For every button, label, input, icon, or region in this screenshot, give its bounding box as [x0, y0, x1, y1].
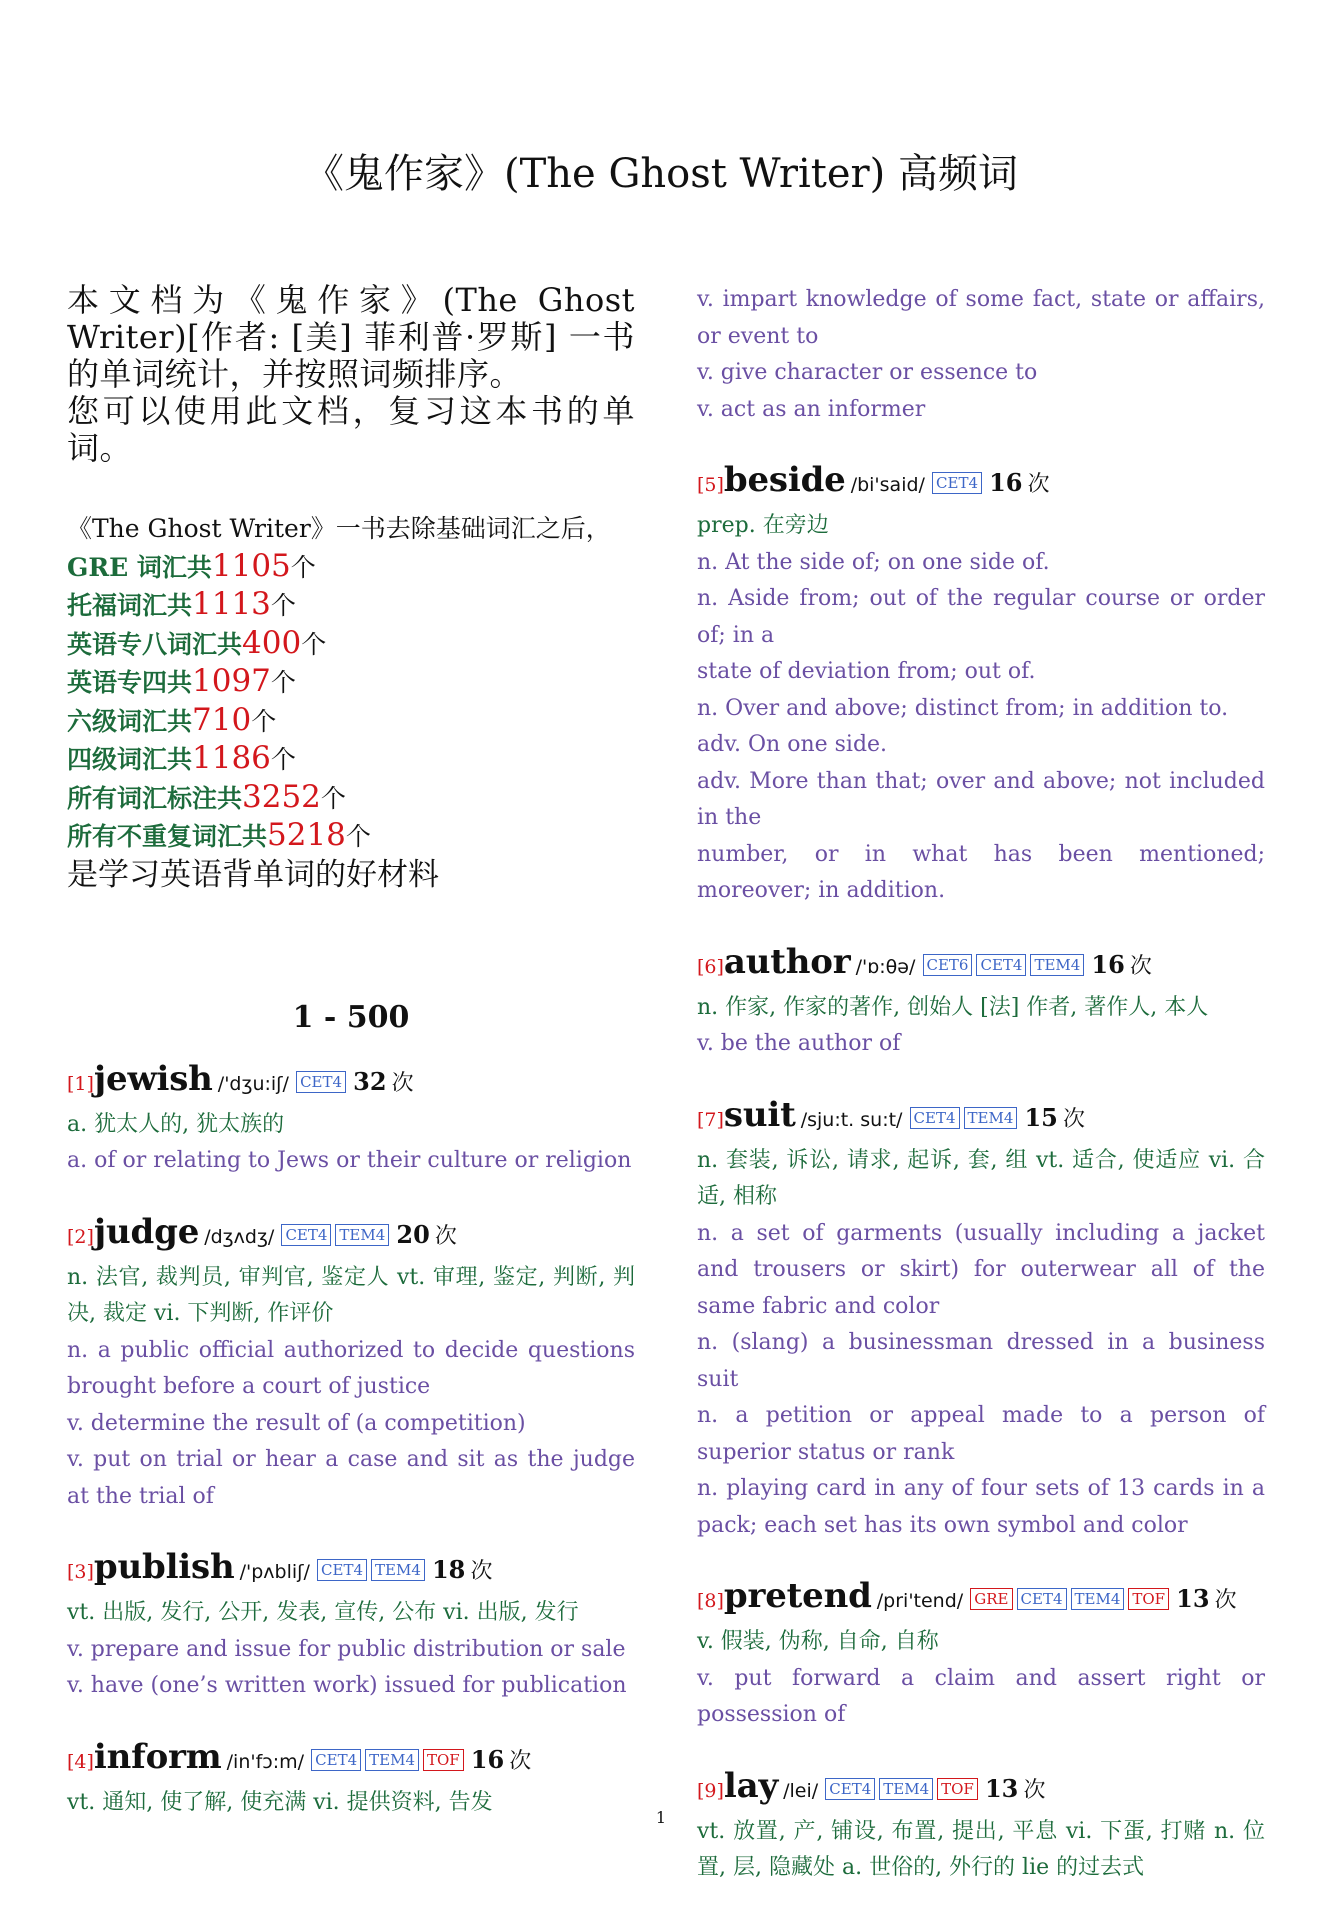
entry-index: [3]	[67, 1561, 94, 1583]
definition-english: v. determine the result of (a competition)	[67, 1410, 526, 1436]
definition-english: n. a petition or appeal made to a person of superior status or rank	[697, 1403, 1265, 1465]
entry-phonetic: /bi'said/	[850, 474, 925, 496]
stats-row	[67, 548, 635, 587]
definition-english: adv. More than that; over and above; not included in the	[697, 768, 1265, 830]
entry-word: judge	[93, 1211, 200, 1252]
entry-index: [1]	[67, 1072, 94, 1095]
left-column	[67, 282, 635, 1821]
page-title: 《鬼作家》(The Ghost Writer) 高频词	[304, 151, 1018, 197]
entry-phonetic: /lei/	[783, 1779, 819, 1802]
entry-header	[697, 458, 1265, 508]
definition-english: state of deviation from; out of.	[697, 659, 1036, 684]
frequency-suffix: 次	[1027, 472, 1050, 497]
entry-frequency: 16	[1091, 949, 1125, 979]
exam-tag-badge: CET4	[932, 472, 982, 494]
intro-line-1: 本文档为《鬼作家》(The Ghost Writer)[作者: [美] 菲利普·罗斯] 一书的单词统计，并按照词频排序。	[67, 281, 635, 393]
definition-chinese: vt. 放置, 产, 铺设, 布置, 提出, 平息 vi. 下蛋, 打赌 n. 位置, 层, 隐藏处 a. 世俗的, 外行的 lie 的过去式	[697, 1818, 1265, 1880]
definition-english: n. a set of garments (usually including a jacket and trousers or skirt) for outerwear all of the same fabric and color	[697, 1220, 1265, 1319]
definition-english: n. (slang) a businessman dressed in a business suit	[697, 1330, 1265, 1392]
exam-tag-badge: TOF	[423, 1749, 464, 1771]
word-entry	[67, 1545, 635, 1705]
stats-row	[67, 586, 635, 625]
definition-english: adv. On one side.	[697, 732, 888, 757]
entry-index: [6]	[697, 955, 724, 978]
exam-tag-badge: TEM4	[964, 1107, 1018, 1129]
stats-unit: 个	[290, 552, 316, 582]
entry-word: publish	[93, 1547, 235, 1587]
entry-word: pretend	[723, 1576, 872, 1616]
frequency-suffix: 次	[1062, 1106, 1085, 1132]
entry-header	[67, 1545, 635, 1595]
word-entry	[697, 940, 1265, 1063]
frequency-suffix: 次	[470, 1559, 493, 1584]
definition-english: n. At the side of; on one side of.	[697, 549, 1050, 575]
definition-chinese: v. 假装, 伪称, 自命, 自称	[697, 1629, 939, 1654]
exam-tag-badge: CET6	[923, 954, 973, 976]
entry-word: inform	[93, 1736, 222, 1777]
stats-row	[67, 779, 635, 818]
stats-row	[67, 702, 635, 741]
word-entry	[67, 1210, 635, 1516]
stats-label: 所有词汇标注共	[67, 783, 243, 813]
entry-word: lay	[723, 1765, 779, 1806]
stats-unit: 个	[320, 783, 346, 813]
definition-chinese: a. 犹太人的, 犹太族的	[67, 1111, 285, 1137]
exam-tag-badge: CET4	[910, 1107, 960, 1129]
definition-english: n. a public official authorized to decide questions brought before a court of justice	[67, 1337, 635, 1399]
entry-index: [2]	[67, 1225, 94, 1248]
definition-english: v. have (one’s written work) issued for publication	[67, 1673, 627, 1698]
stats-unit: 个	[270, 668, 296, 697]
stats-label: 英语专八词汇共	[67, 629, 243, 659]
definition-english: a. of or relating to Jews or their culture or religion	[67, 1148, 632, 1173]
stats-count: 1113	[192, 586, 271, 622]
stats-closing: 是学习英语背单词的好材料	[67, 856, 439, 893]
definition-chinese: n. 作家, 作家的著作, 创始人 [法] 作者, 著作人, 本人	[697, 994, 1209, 1020]
word-entry	[697, 1574, 1265, 1734]
definition-chinese: prep. 在旁边	[697, 513, 829, 538]
stats-row	[67, 740, 635, 779]
range-heading: 1 - 500	[292, 999, 410, 1035]
exam-tag-badge: GRE	[970, 1588, 1012, 1610]
frequency-suffix: 次	[1214, 1588, 1237, 1613]
word-entry	[697, 1093, 1265, 1545]
stats-count: 5218	[267, 817, 346, 853]
exam-tag-badge: TOF	[937, 1778, 978, 1800]
definition-english: n. Over and above; distinct from; in addition to.	[697, 695, 1229, 721]
entry-phonetic: /'dʒu:iʃ/	[217, 1072, 289, 1095]
entry-word: suit	[723, 1094, 796, 1135]
stats-count: 710	[192, 701, 252, 738]
stats-label: 所有不重复词汇共	[67, 822, 268, 851]
definition-english: v. put on trial or hear a case and sit as the judge at the trial of	[67, 1447, 635, 1509]
entry-word: jewish	[93, 1058, 213, 1099]
exam-tag-badge: TEM4	[365, 1749, 419, 1771]
definition-english: number, or in what has been mentioned; moreover; in addition.	[697, 841, 1265, 903]
stats-count: 400	[242, 624, 302, 661]
exam-tag-badge: TEM4	[335, 1224, 389, 1246]
exam-tag-badge: TEM4	[371, 1559, 425, 1581]
entry-header	[697, 1764, 1265, 1814]
definition-chinese: n. 法官, 裁判员, 审判官, 鉴定人 vt. 审理, 鉴定, 判断, 判决, 裁定 vi. 下判断, 作评价	[67, 1264, 635, 1326]
definition-chinese: vt. 通知, 使了解, 使充满 vi. 提供资料, 告发	[67, 1789, 493, 1815]
frequency-suffix: 次	[391, 1070, 414, 1096]
entry-frequency: 15	[1024, 1102, 1058, 1132]
entry-index: [7]	[697, 1108, 724, 1131]
entry-frequency: 20	[396, 1219, 430, 1249]
entry-header	[67, 1057, 635, 1107]
stats-count: 3252	[242, 778, 321, 815]
exam-tag-badge: CET4	[281, 1224, 331, 1246]
definition-english: v. act as an informer	[697, 396, 926, 422]
entry-header	[697, 1574, 1265, 1624]
entry-index: [5]	[697, 474, 724, 496]
entry-phonetic: /'pʌbliʃ/	[239, 1561, 310, 1583]
stats-unit: 个	[270, 745, 296, 774]
entry-frequency: 13	[984, 1773, 1019, 1803]
page-number: 1	[655, 1808, 667, 1827]
stats-count: 1097	[192, 663, 271, 699]
exam-tag-badge: TEM4	[1030, 954, 1084, 976]
exam-tag-badge: CET4	[296, 1071, 346, 1093]
entry-phonetic: /dʒʌdʒ/	[204, 1225, 275, 1248]
entry-word: beside	[723, 460, 846, 500]
entry-header	[67, 1735, 635, 1785]
frequency-suffix: 次	[509, 1748, 532, 1774]
exam-tag-badge: CET4	[317, 1559, 367, 1581]
stats-count: 1186	[192, 740, 271, 776]
stats-unit: 个	[301, 629, 327, 659]
definition-english: n. playing card in any of four sets of 13 cards in a pack; each set has its own symbol and color	[697, 1476, 1265, 1538]
stats-unit: 个	[270, 591, 296, 620]
definition-english: v. give character or essence to	[697, 360, 1038, 385]
entry-header	[67, 1210, 635, 1260]
exam-tag-badge: CET4	[976, 954, 1026, 976]
definition-english: n. Aside from; out of the regular course or order of; in a	[697, 586, 1265, 648]
entry-frequency: 18	[431, 1555, 466, 1584]
entry-header	[697, 1093, 1265, 1143]
stats-row	[67, 817, 635, 856]
entry-header	[697, 940, 1265, 990]
exam-tag-badge: CET4	[825, 1778, 875, 1800]
word-entry	[697, 282, 1265, 428]
frequency-suffix: 次	[1023, 1777, 1046, 1803]
definition-english: v. be the author of	[697, 1031, 901, 1056]
definition-chinese: vt. 出版, 发行, 公开, 发表, 宣传, 公布 vi. 出版, 发行	[67, 1600, 579, 1625]
entry-frequency: 16	[989, 468, 1023, 497]
exam-tag-badge: CET4	[311, 1749, 361, 1771]
intro-line-2: 您可以使用此文档，复习这本书的单词。	[67, 392, 635, 467]
stats-lead: 《The Ghost Writer》一书去除基础词汇之后，	[67, 514, 611, 543]
stats-label: 六级词汇共	[67, 706, 193, 736]
definition-english: v. put forward a claim and assert right or possession of	[697, 1665, 1265, 1727]
intro-paragraph	[67, 282, 635, 467]
stats-unit: 个	[251, 706, 277, 736]
vocab-stats	[67, 511, 635, 894]
definition-chinese: n. 套装, 诉讼, 请求, 起诉, 套, 组 vt. 适合, 使适应 vi. 合适, 相称	[697, 1147, 1265, 1209]
entry-index: [4]	[67, 1750, 94, 1773]
entry-phonetic: /pri'tend/	[876, 1590, 964, 1612]
frequency-suffix: 次	[434, 1223, 457, 1249]
stats-count: 1105	[211, 547, 291, 584]
stats-unit: 个	[345, 822, 371, 851]
entry-index: [8]	[697, 1590, 724, 1612]
frequency-suffix: 次	[1129, 953, 1152, 979]
exam-tag-badge: CET4	[1017, 1588, 1067, 1610]
stats-label: GRE 词汇共	[67, 552, 212, 582]
stats-row	[67, 663, 635, 702]
entry-word: author	[723, 941, 851, 982]
entry-frequency: 13	[1176, 1584, 1210, 1613]
entry-phonetic: /'ɒ:θə/	[855, 955, 916, 978]
stats-label: 四级词汇共	[67, 745, 193, 774]
definition-english: v. impart knowledge of some fact, state or affairs, or event to	[697, 287, 1265, 349]
entry-index: [9]	[697, 1779, 724, 1802]
word-entry	[697, 458, 1265, 910]
right-column	[697, 282, 1265, 1917]
stats-row	[67, 625, 635, 664]
exam-tag-badge: TEM4	[879, 1778, 933, 1800]
exam-tag-badge: TOF	[1128, 1588, 1169, 1610]
entry-frequency: 16	[470, 1744, 505, 1774]
entry-phonetic: /in'fɔ:m/	[226, 1750, 305, 1773]
stats-label: 英语专四共	[67, 668, 193, 697]
entry-frequency: 32	[353, 1066, 387, 1096]
exam-tag-badge: TEM4	[1071, 1588, 1125, 1610]
word-entry	[67, 1057, 635, 1180]
stats-label: 托福词汇共	[67, 591, 193, 620]
entry-phonetic: /sju:t. su:t/	[800, 1108, 903, 1131]
definition-english: v. prepare and issue for public distribution or sale	[67, 1636, 626, 1662]
